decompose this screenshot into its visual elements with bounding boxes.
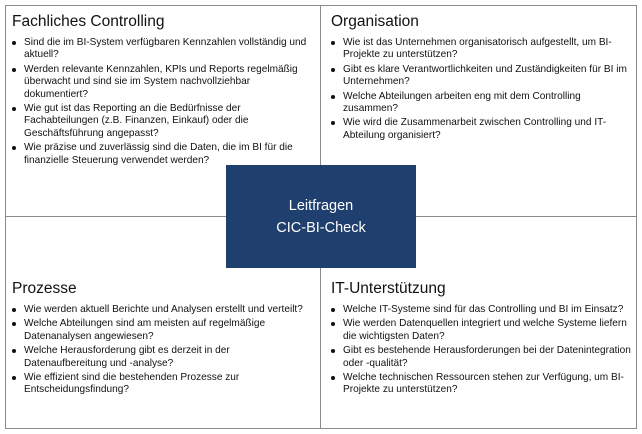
center-title-box xyxy=(226,165,416,268)
quadrant-title: Organisation xyxy=(331,13,419,30)
question-list xyxy=(12,37,312,167)
center-title-line2: CIC-BI-Check xyxy=(276,219,366,236)
quadrant-prozesse xyxy=(12,279,312,399)
question-list xyxy=(331,37,631,142)
question-item: Wie präzise und zuverlässig sind die Daten, die im BI für die finanzielle Steuerung verwendet werden? xyxy=(12,142,312,167)
quadrant-it-unterstuetzung xyxy=(331,279,631,399)
question-item: Welche technischen Ressourcen stehen zur Verfügung, um BI-Projekte zu unterstützen? xyxy=(331,372,631,397)
question-item: Gibt es bestehende Herausforderungen bei der Datenintegration oder -qualität? xyxy=(331,345,631,370)
question-item: Welche Herausforderung gibt es derzeit in der Datenaufbereitung und -analyse? xyxy=(12,345,312,370)
question-item: Wie wird die Zusammenarbeit zwischen Controlling und IT-Abteilung organisiert? xyxy=(331,117,631,142)
quadrant-title: Prozesse xyxy=(12,280,77,297)
quadrant-organisation xyxy=(331,12,631,144)
question-item: Wie werden Datenquellen integriert und welche Systeme liefern die wichtigsten Daten? xyxy=(331,318,631,343)
question-list xyxy=(12,304,312,397)
question-item: Wie werden aktuell Berichte und Analysen erstellt und verteilt? xyxy=(12,304,312,316)
quadrant-title: Fachliches Controlling xyxy=(12,13,165,30)
question-item: Welche IT-Systeme sind für das Controlling und BI im Einsatz? xyxy=(331,304,631,316)
question-list xyxy=(331,304,631,397)
question-item: Welche Abteilungen sind am meisten auf regelmäßige Datenanalysen angewiesen? xyxy=(12,318,312,343)
question-item: Sind die im BI-System verfügbaren Kennzahlen vollständig und aktuell? xyxy=(12,37,312,62)
quadrant-title: IT-Unterstützung xyxy=(331,280,446,297)
center-title-line1: Leitfragen xyxy=(288,197,354,214)
quadrant-fachliches-controlling xyxy=(12,12,312,169)
question-item: Gibt es klare Verantwortlichkeiten und Zuständigkeiten für BI im Unternehmen? xyxy=(331,64,631,89)
question-item: Welche Abteilungen arbeiten eng mit dem Controlling zusammen? xyxy=(331,91,631,116)
question-item: Werden relevante Kennzahlen, KPIs und Reports regelmäßig überwacht und sind sie im System nachvollziehbar dokumentiert? xyxy=(12,64,312,101)
question-item: Wie gut ist das Reporting an die Bedürfnisse der Fachabteilungen (z.B. Finanzen, Einkauf) oder die Geschäftsführung angepasst? xyxy=(12,103,312,140)
question-item: Wie effizient sind die bestehenden Prozesse zur Entscheidungsfindung? xyxy=(12,372,312,397)
question-item: Wie ist das Unternehmen organisatorisch aufgestellt, um BI-Projekte zu unterstützen? xyxy=(331,37,631,62)
